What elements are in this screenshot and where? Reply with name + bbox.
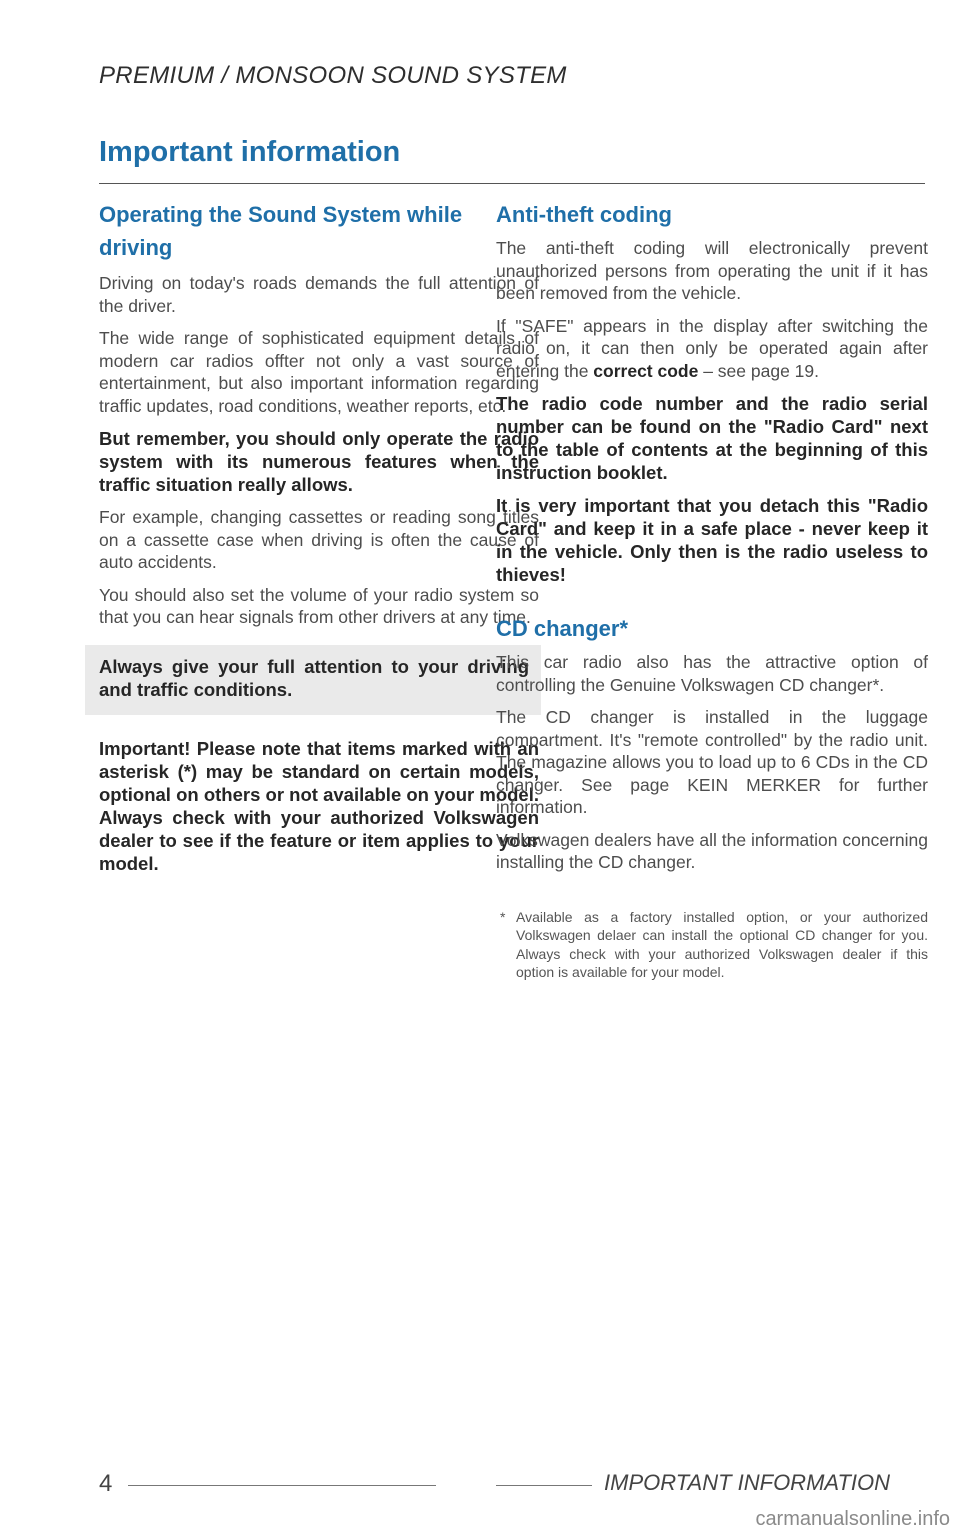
footnote-text: Available as a factory installed option, or your authorized Volkswagen delaer can install the optional CD changer for you. Always check with your authorized Volkswagen dealer if this option is available for your model.: [516, 908, 928, 980]
antitheft-paragraph-2: [496, 315, 928, 383]
antitheft-heading: Anti-theft coding: [496, 202, 672, 227]
footer-section-title: IMPORTANT INFORMATION: [604, 1470, 890, 1495]
radio-code-note: The radio code number and the radio serial number can be found on the "Radio Card" next to the table of contents at the beginning of this instruction booklet.: [496, 393, 928, 483]
driving-paragraph-3: For example, changing cassettes or reading song titles on a cassette case when driving is often the cause of auto accidents.: [99, 507, 539, 572]
attention-box: [85, 645, 541, 715]
cd-paragraph-2: The CD changer is installed in the luggage compartment. It's "remote controlled" by the radio unit. The magazine allows you to load up to 6 CDs in the CD changer. See page KEIN MERKER for further information.: [496, 707, 928, 817]
page-number: 4: [99, 1470, 113, 1497]
footer-rule-right: [496, 1485, 592, 1486]
driving-paragraph-1: Driving on today's roads demands the full attention of the driver.: [99, 273, 539, 316]
left-column: [99, 198, 539, 885]
section-title: Important information: [99, 136, 401, 168]
section-divider: [99, 183, 925, 184]
driving-heading: Operating the Sound System while driving: [99, 202, 463, 260]
cd-paragraph-1: This car radio also has the attractive option of controlling the Genuine Volkswagen CD changer*.: [496, 652, 928, 695]
antitheft-paragraph-1: The anti-theft coding will electronically prevent unauthorized persons from operating the unit if it has been removed from the vehicle.: [496, 238, 928, 303]
correct-code-emphasis: correct code: [593, 360, 699, 381]
driving-paragraph-4: You should also set the volume of your radio system so that you can hear signals from other drivers at any time.: [99, 584, 539, 627]
driving-paragraph-2: The wide range of sophisticated equipment details of modern car radios offter not only a vast source of entertainment, but also important information regarding traffic updates, road conditions, weather reports, etc.: [99, 328, 539, 416]
antitheft-p2-post: – see page 19.: [698, 360, 819, 381]
antitheft-p2-pre: If "SAFE" appears in the display after switching the radio on, it can then only be operated again after entering the: [496, 315, 928, 381]
footnote: [496, 908, 928, 982]
right-column: [496, 198, 928, 982]
footnote-asterisk: *: [500, 908, 506, 925]
watermark: carmanualsonline.info: [755, 1508, 950, 1530]
driving-warning: But remember, you should only operate the radio system with its numerous features when the traffic situation really allows.: [99, 428, 539, 495]
running-header: PREMIUM / MONSOON SOUND SYSTEM: [99, 62, 567, 89]
radio-card-warning: It is very important that you detach this "Radio Card" and keep it in a safe place - never keep it in the vehicle. Only then is the radio useless to thieves!: [496, 495, 928, 585]
asterisk-note: Important! Please note that items marked with an asterisk (*) may be standard on certain models, optional on others or not available on your model. Always check with your authorized Volkswagen dealer to see if the feature or item applies to your model.: [99, 737, 539, 874]
cd-paragraph-3: Volkswagen dealers have all the information concerning installing the CD changer.: [496, 829, 928, 872]
attention-text: Always give your full attention to your driving and traffic conditions.: [99, 655, 529, 700]
footer-rule-left: [128, 1485, 436, 1486]
cd-changer-heading: CD changer*: [496, 616, 629, 641]
